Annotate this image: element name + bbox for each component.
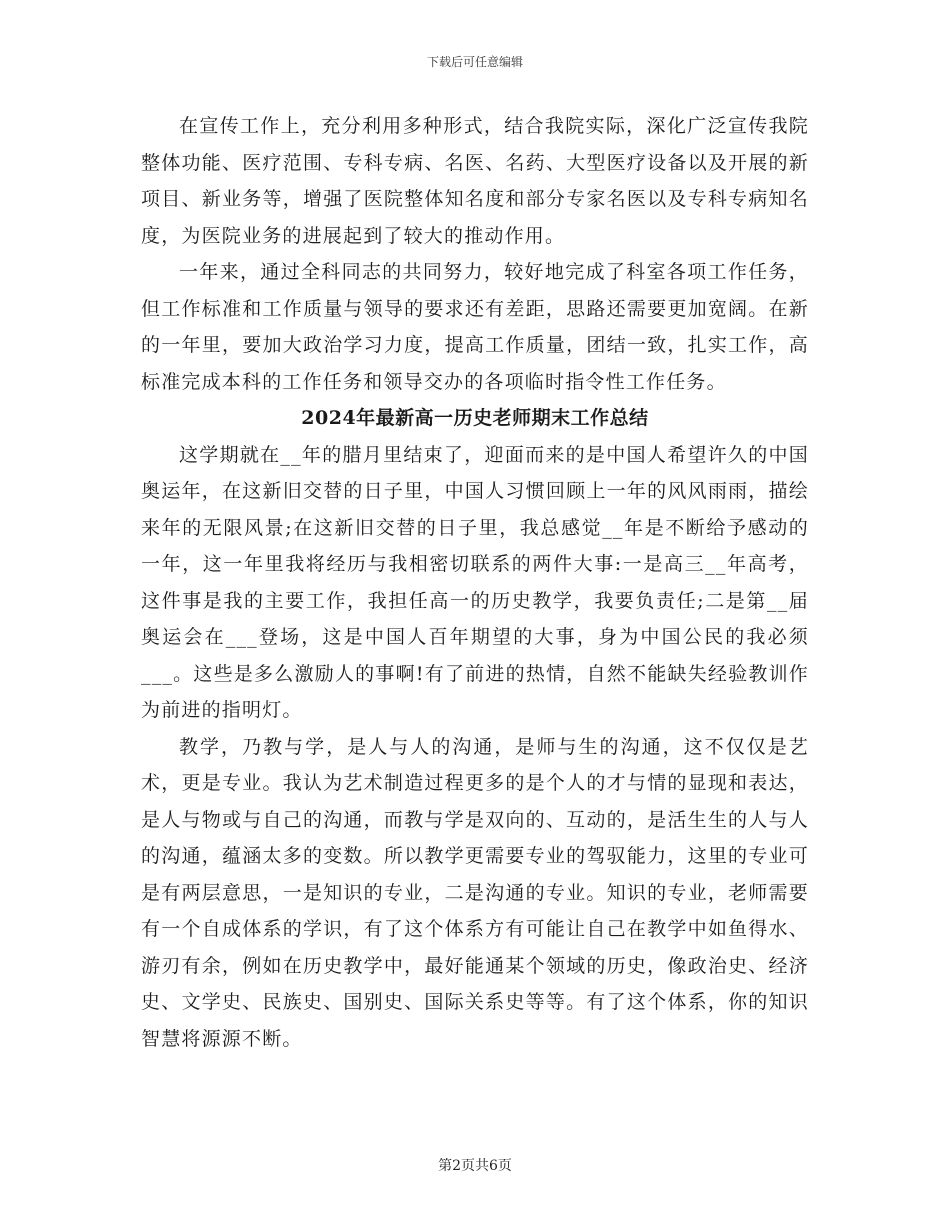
page-number: 第2页共6页 bbox=[438, 1158, 512, 1174]
paragraph-teaching: 教学，乃教与学，是人与人的沟通，是师与生的沟通，这不仅仅是艺术，更是专业。我认为艺术制造过程更多的是个人的才与情的显现和表达，是人与物或与自己的沟通，而教与学是双向的、互动的，是活生生的人与人的沟通，蕴涵太多的变数。所以教学更需要专业的驾驭能力，这里的专业可是有两层意思，一是知识的专业，二是沟通的专业。知识的专业，老师需要有一个自成体系的学识，有了这个体系方有可能让自己在教学中如鱼得水、游刃有余，例如在历史教学中，最好能通某个领域的历史，像政治史、经济史、文学史、民族史、国别史、国际关系史等等。有了这个体系，你的知识智慧将源源不断。 bbox=[141, 735, 809, 1050]
section-title: 2024年最新高一历史老师期末工作总结 bbox=[301, 407, 649, 429]
paragraph-year-summary: 一年来，通过全科同志的共同努力，较好地完成了科室各项工作任务，但工作标准和工作质量与领导的要求还有差距，思路还需要更加宽阔。在新的一年里，要加大政治学习力度，提高工作质量，团结一致，扎实工作，高标准完成本科的工作任务和领导交办的各项临时指令性工作任务。 bbox=[141, 261, 809, 393]
paragraph-publicity-work: 在宣传工作上，充分利用多种形式，结合我院实际，深化广泛宣传我院整体功能、医疗范围、专科专病、名医、名药、大型医疗设备以及开展的新项目、新业务等，增强了医院整体知名度和部分专家名医以及专科专病知名度，为医院业务的进展起到了较大的推动作用。 bbox=[141, 115, 809, 247]
document-body bbox=[141, 108, 809, 1057]
page-header-note: 下载后可任意编辑 bbox=[426, 55, 523, 69]
paragraph-semester-end: 这学期就在__年的腊月里结束了，迎面而来的是中国人希望许久的中国奥运年，在这新旧交替的日子里，中国人习惯回顾上一年的风风雨雨，描绘来年的无限风景;在这新旧交替的日子里，我总感觉__年是不断给予感动的一年，这一年里我将经历与我相密切联系的两件大事:一是高三__年高考，这件事是我的主要工作，我担任高一的历史教学，我要负责任;二是第__届奥运会在___登场，这是中国人百年期望的大事，身为中国公民的我必须___。这些是多么激励人的事啊!有了前进的热情，自然不能缺失经验教训作为前进的指明灯。 bbox=[141, 443, 809, 721]
